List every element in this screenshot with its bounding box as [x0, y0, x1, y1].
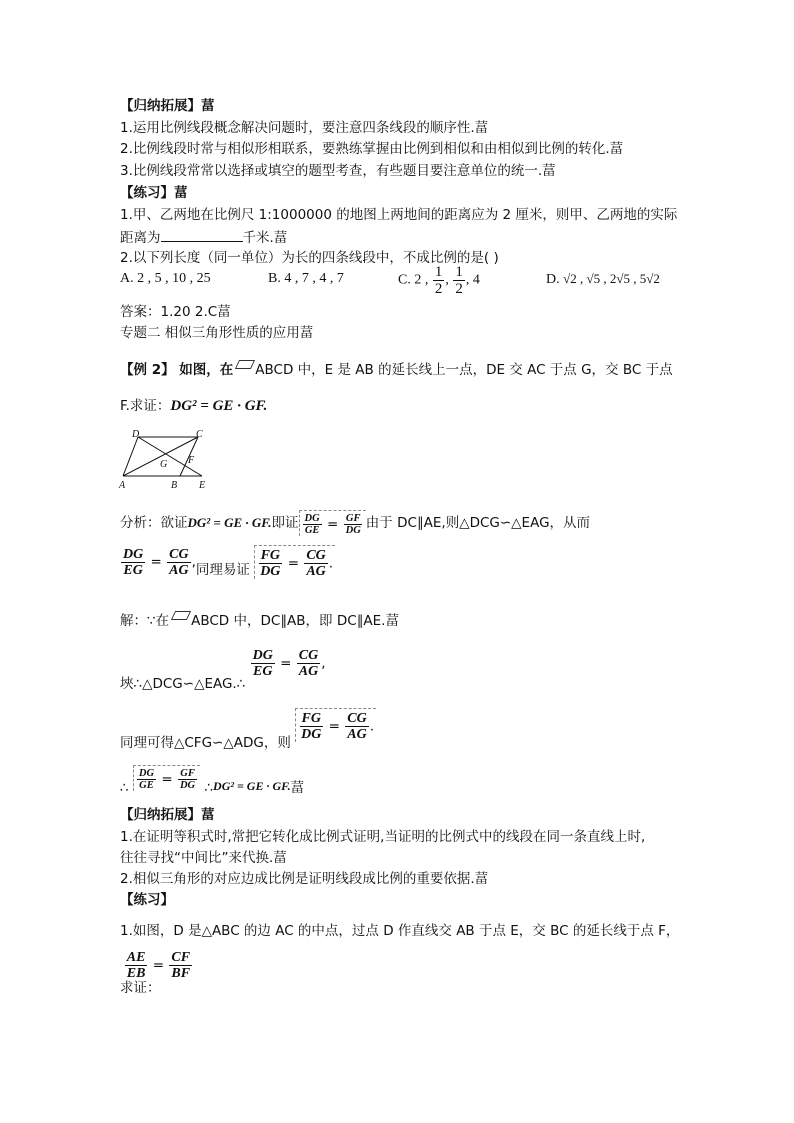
solution-line-4: [120, 765, 305, 796]
option-a: A. 2 , 5 , 10 , 25: [120, 271, 211, 286]
summary-item-1: 1.运用比例线段概念解决问题时，要注意四条线段的顺序性.葍: [120, 120, 489, 136]
frac-cg-ag: $\frac{CG}{AG}$: [298, 648, 319, 679]
topic-title: 专题二 相似三角形性质的应用葍: [120, 325, 314, 341]
solution-ratio-final: $\frac{DG}{GE}$ = $\frac{GF}{DG}$: [133, 765, 200, 791]
option-c-suffix: , 4: [465, 272, 480, 288]
solution-line-1: [120, 612, 399, 630]
final-expression: DG² = GE · GF.: [213, 779, 291, 793]
practice2-question-1: 1.如图，D 是△ABC 的边 AC 的中点，过点 D 作直线交 AB 于点 E，交 BC 的延长线于点 F，: [120, 923, 680, 939]
solution-prefix: 解：∵在: [120, 613, 170, 629]
section2-heading: 【归纳拓展】葍: [120, 807, 215, 823]
example-label: 【例 2】 如图，在: [120, 362, 234, 378]
analysis-fractions: $\frac{DG}{EG}$ = $\frac{CG}{AG}$ ,同理易证 $\frac{FG}{DG}$ = $\frac{CG}{AG}$ .: [123, 546, 334, 579]
label-a: A: [119, 480, 126, 490]
label-b: B: [171, 480, 178, 490]
solution-ratio: $\frac{FG}{DG}$ = $\frac{CG}{AG}$ .: [295, 708, 376, 742]
prove-prefix: F.求证：: [120, 398, 171, 414]
frac-cf-bf: $\frac{CF}{BF}$: [171, 950, 191, 981]
option-c-prefix: C. 2 ,: [398, 272, 429, 288]
solution-line-2: 埉∴△DCG∽△EAG.∴ $\frac{DG}{EG}$ = $\frac{CG}{AG}$ ,: [120, 648, 326, 692]
analysis-tail: 由于 DC∥AE,则△DCG∽△EAG，从而: [365, 515, 591, 531]
frac-dg-eg: $\frac{DG}{EG}$: [252, 648, 273, 679]
practice-question-1-cont: [120, 227, 287, 247]
summary-item-3: 3.比例线段常常以选择或填空的题型考查，有些题目要注意单位的统一.葍: [120, 163, 556, 179]
analysis-ratio-2: $\frac{FG}{DG}$ = $\frac{CG}{AG}$ .: [254, 545, 335, 579]
summary2-item-1: 1.在证明等积式时,常把它转化成比例式证明,当证明的比例式中的线段在同一条直线上时,: [120, 829, 646, 845]
solution-step-2: 埉∴△DCG∽△EAG.∴: [120, 675, 246, 692]
parallelogram-icon: [171, 611, 191, 620]
label-c: C: [196, 430, 203, 440]
option-c-frac-1: $\frac{1}{2}$: [434, 264, 443, 297]
option-d-label: D.: [546, 272, 560, 287]
option-b: B. 4 , 7 , 4 , 7: [268, 271, 344, 286]
option-d: [546, 271, 660, 288]
practice-question-2: 2.以下列长度（同一单位）为长的四条线段中，不成比例的是( ): [120, 250, 499, 266]
final-tail: 葍: [290, 780, 305, 796]
example-2: [120, 361, 673, 379]
therefore-2: ∴: [204, 780, 214, 796]
answer-line: 答案：1.20 2.C葍: [120, 304, 231, 320]
practice2-prove: 求证： $\frac{AE}{EB}$ = $\frac{CF}{BF}$: [120, 950, 191, 996]
option-c: C. 2 , $\frac{1}{2}$ , $\frac{1}{2}$ , 4: [398, 264, 480, 297]
answer-blank: [161, 227, 243, 242]
analysis-same: 同理易证: [195, 562, 250, 578]
therefore-1: ∴: [120, 780, 129, 796]
practice2-heading: 【练习】: [120, 892, 174, 908]
frac-dg-eg: $\frac{DG}{EG}$: [123, 546, 144, 578]
summary-item-2: 2.比例线段时常与相似形相联系，要熟练掌握由比例到相似和由相似到比例的转化.葍: [120, 141, 624, 157]
solution-text: ABCD 中，DC∥AB，即 DC∥AE.葍: [191, 613, 399, 629]
analysis-expression: DG² = GE · GF.: [187, 515, 272, 530]
analysis-mid: 即证: [271, 515, 299, 531]
q1-text-a: 距离为: [120, 230, 161, 246]
analysis-line: [120, 510, 590, 536]
prove-expression: DG² = GE · GF.: [170, 398, 268, 414]
q1-text-b: 千米.葍: [242, 230, 288, 246]
frac-cg-ag: $\frac{CG}{AG}$: [169, 546, 189, 578]
prove-line: [120, 397, 267, 415]
practice-heading: 【练习】葍: [120, 185, 188, 201]
label-d: D: [132, 430, 140, 440]
practice-question-1: 1.甲、乙两地在比例尺 1:1000000 的地图上两地间的距离应为 2 厘米，则甲、乙两地的实际: [120, 207, 678, 223]
parallelogram-figure: [118, 430, 213, 490]
section-heading: 【归纳拓展】葍: [120, 98, 215, 114]
analysis-prefix: 分析：欲证: [120, 515, 188, 531]
parallelogram-icon: [235, 360, 255, 369]
label-f: F: [188, 455, 195, 466]
solution-step-3: 同理可得△CFG∽△ADG，则: [120, 735, 291, 751]
label-e: E: [199, 480, 206, 490]
frac-ae-eb: $\frac{AE}{EB}$: [126, 950, 146, 981]
label-g: G: [160, 459, 168, 470]
prove-label: 求证：: [120, 979, 161, 996]
summary2-item-2: 2.相似三角形的对应边成比例是证明线段成比例的重要依据.葍: [120, 871, 489, 887]
example-text: ABCD 中，E 是 AB 的延长线上一点，DE 交 AC 于点 G，交 BC 于点: [255, 362, 673, 378]
option-d-values: √2 , √5 , 2√5 , 5√2: [563, 271, 660, 286]
option-c-frac-2: $\frac{1}{2}$: [455, 264, 463, 297]
summary2-item-1-cont: 往往寻找“中间比”来代换.葍: [120, 850, 287, 866]
analysis-ratio: $\frac{DG}{GE}$ = $\frac{GF}{DG}$: [299, 510, 366, 536]
solution-line-3: [120, 708, 376, 751]
